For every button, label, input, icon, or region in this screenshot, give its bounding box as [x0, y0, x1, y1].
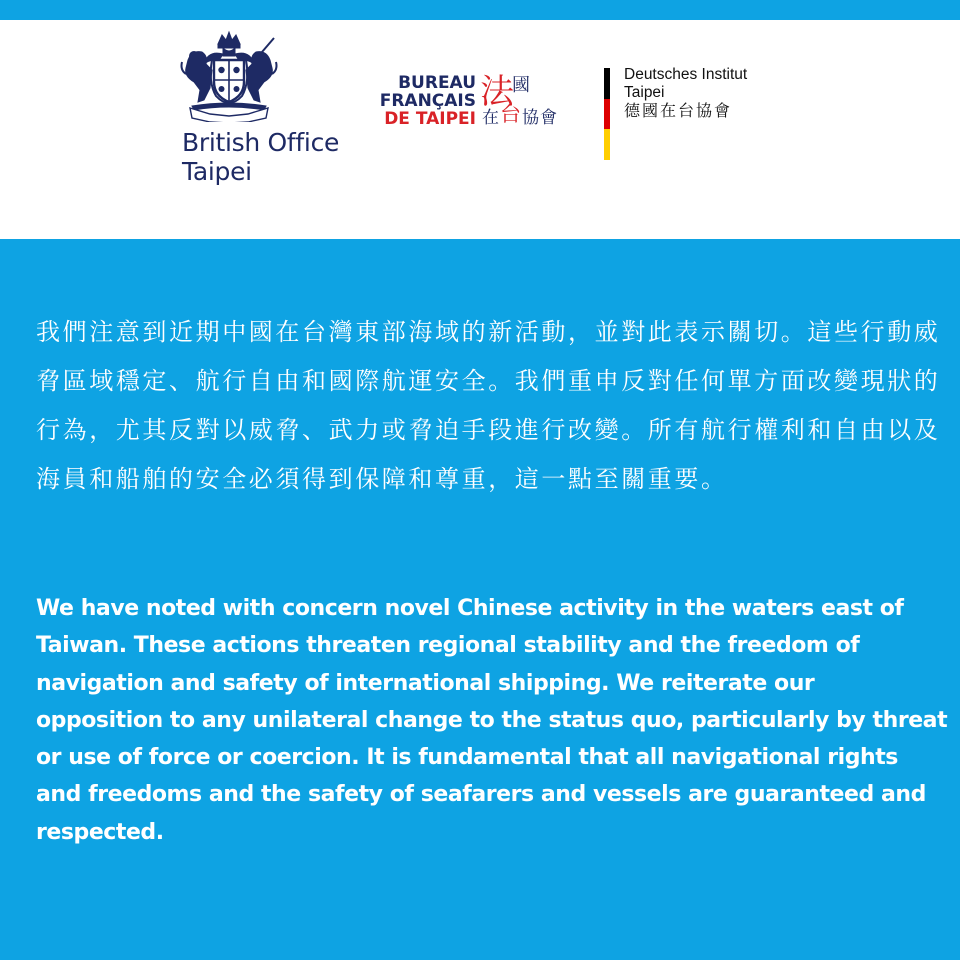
british-office-logo [178, 30, 348, 190]
german-flag-bar [604, 68, 610, 160]
german-institute-text [624, 66, 747, 120]
royal-coat-of-arms-icon [178, 30, 280, 122]
french-line-1: BUREAU [398, 73, 476, 93]
french-line-2: FRANÇAIS [379, 91, 476, 111]
french-bureau-text [372, 74, 476, 128]
german-line-2: Taipei [624, 84, 665, 101]
german-line-1: Deutsches Institut [624, 66, 748, 83]
top-strip [0, 0, 960, 20]
french-bureau-logo [372, 74, 572, 134]
french-cn-fa: 法 [480, 72, 514, 112]
german-flag-red [604, 99, 610, 129]
french-cn-zai: 在 [482, 108, 499, 128]
statement-english: We have noted with concern novel Chinese activity in the waters east of Taiwan. These actions threaten regional stability and the freedom of navigation and safety of international shipping. We reiterate our opposition to any unilateral change to the status quo, particularly by threat or use of force or coercion. It is fundamental that all navigational rights and freedoms and the safety of seafarers and vessels are guaranteed and respected. [36, 596, 948, 845]
statement-chinese: 我們注意到近期中國在台灣東部海域的新活動，並對此表示關切。這些行動威脅區域穩定、航行自由和國際航運安全。我們重申反對任何單方面改變現狀的行為，尤其反對以威脅、武力或脅迫手段進行改變。所有航行權利和自由以及海員和船舶的安全必須得到保障和尊重，這一點至關重要。 [36, 318, 941, 493]
german-flag-gold [604, 129, 610, 160]
french-cn-tai: 台 [500, 102, 521, 126]
french-cn-hui: 會 [540, 108, 557, 128]
french-line-3: DE TAIPEI [384, 109, 476, 129]
french-bureau-chinese-name [480, 74, 570, 134]
french-cn-guo: 國 [512, 75, 530, 96]
french-cn-xie: 協 [522, 108, 539, 128]
german-institute-logo [604, 66, 804, 162]
german-flag-black [604, 68, 610, 99]
german-line-3: 德國在台協會 [624, 101, 733, 120]
british-office-name: British Office Taipei [182, 128, 340, 186]
